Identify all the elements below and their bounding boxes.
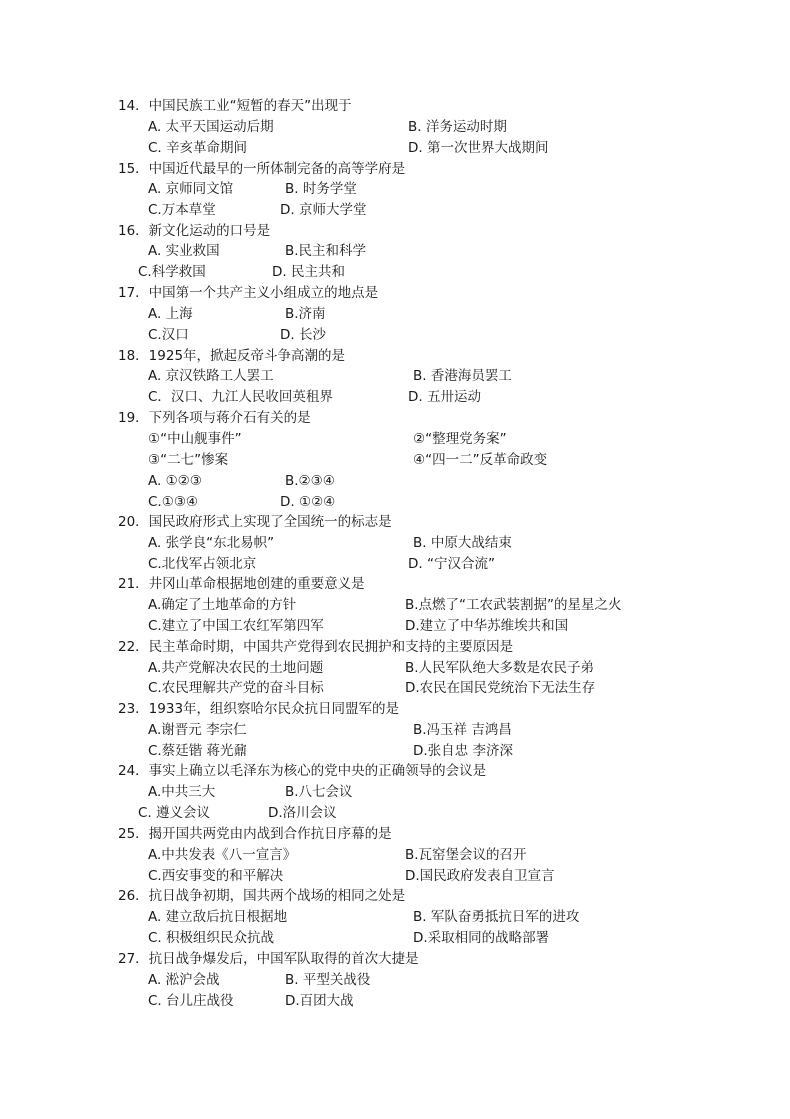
question-19 bbox=[0, 408, 790, 429]
option-d: D.采取相同的战略部署 bbox=[413, 930, 550, 946]
option-c: C.万本草堂 bbox=[148, 202, 216, 218]
option-d: D.洛川会议 bbox=[268, 805, 337, 821]
option-a: A.确定了土地革命的方针 bbox=[148, 597, 297, 613]
option-c: C.科学救国 bbox=[138, 264, 206, 280]
question-stem: 20．国民政府形式上实现了全国统一的标志是 bbox=[118, 514, 392, 530]
question-21 bbox=[0, 574, 790, 595]
question-24 bbox=[0, 761, 790, 782]
option-c: C. 辛亥革命期间 bbox=[148, 140, 248, 156]
option-a: A. ①②③ bbox=[148, 473, 202, 489]
option-b: B.②③④ bbox=[285, 473, 335, 489]
option-d: D.百团大战 bbox=[285, 993, 354, 1009]
question-stem: 24．事实上确立以毛泽东为核心的党中央的正确领导的会议是 bbox=[118, 763, 487, 779]
question-27 bbox=[0, 949, 790, 970]
option-b: B. 军队奋勇抵抗日军的进攻 bbox=[413, 909, 580, 925]
option-c: C.①③④ bbox=[148, 494, 199, 510]
option-d: D. 五卅运动 bbox=[408, 389, 481, 405]
option-d: D. 民主共和 bbox=[272, 264, 345, 280]
question-stem: 26．抗日战争初期，国共两个战场的相同之处是 bbox=[118, 888, 406, 904]
question-26 bbox=[0, 886, 790, 907]
option-d: D. “宁汉合流” bbox=[408, 556, 495, 572]
option-c: C. 台儿庄战役 bbox=[148, 993, 234, 1009]
option-d: D.农民在国民党统治下无法生存 bbox=[405, 680, 596, 696]
question-15 bbox=[0, 159, 790, 180]
option-d: D.张自忠 李济深 bbox=[413, 743, 513, 759]
option-c: C. 遵义会议 bbox=[138, 805, 211, 821]
option-d: D. 长沙 bbox=[280, 327, 326, 343]
option-b: B.济南 bbox=[285, 306, 326, 322]
option-b: B. 香港海员罢工 bbox=[413, 368, 512, 384]
option-c: C. 积极组织民众抗战 bbox=[148, 930, 275, 946]
option-a: A. 京汉铁路工人罢工 bbox=[148, 368, 274, 384]
statement-1: ①“中山舰事件” bbox=[148, 431, 242, 447]
question-stem: 22．民主革命时期，中国共产党得到农民拥护和支持的主要原因是 bbox=[118, 639, 514, 655]
option-c: C.汉口 bbox=[148, 327, 189, 343]
option-b: B.八七会议 bbox=[285, 784, 353, 800]
question-stem: 25．揭开国共两党由内战到合作抗日序幕的是 bbox=[118, 826, 392, 842]
statement-2: ②“整理党务案” bbox=[413, 431, 507, 447]
option-b: B.瓦窑堡会议的召开 bbox=[405, 847, 527, 863]
option-d: D.建立了中华苏维埃共和国 bbox=[405, 618, 569, 634]
question-stem: 16．新文化运动的口号是 bbox=[118, 223, 271, 239]
option-c: C．汉口、九江人民收回英租界 bbox=[148, 389, 333, 405]
option-b: B.民主和科学 bbox=[285, 243, 367, 259]
question-stem: 17．中国第一个共产主义小组成立的地点是 bbox=[118, 285, 379, 301]
question-23 bbox=[0, 699, 790, 720]
option-b: B.冯玉祥 吉鸿昌 bbox=[413, 722, 512, 738]
option-a: A. 京师同文馆 bbox=[148, 181, 234, 197]
option-a: A. 上海 bbox=[148, 306, 193, 322]
option-a: A.中共发表《八一宣言》 bbox=[148, 847, 297, 863]
question-stem: 27．抗日战争爆发后，中国军队取得的首次大捷是 bbox=[118, 951, 419, 967]
question-stem: 21．井冈山革命根据地创建的重要意义是 bbox=[118, 576, 365, 592]
option-b: B. 平型关战役 bbox=[285, 972, 371, 988]
option-a: A. 实业救国 bbox=[148, 243, 220, 259]
option-d: D. 京师大学堂 bbox=[280, 202, 367, 218]
option-c: C.蔡廷锴 蒋光鼐 bbox=[148, 743, 248, 759]
question-stem: 15．中国近代最早的一所体制完备的高等学府是 bbox=[118, 161, 406, 177]
question-stem: 18．1925年，掀起反帝斗争高潮的是 bbox=[118, 348, 346, 364]
option-a: A. 太平天国运动后期 bbox=[148, 119, 274, 135]
option-c: C.西安事变的和平解决 bbox=[148, 868, 284, 884]
option-a: A.中共三大 bbox=[148, 784, 216, 800]
question-20 bbox=[0, 512, 790, 533]
question-stem: 19．下列各项与蒋介石有关的是 bbox=[118, 410, 311, 426]
option-b: B. 洋务运动时期 bbox=[408, 119, 507, 135]
statement-4: ④“四一二”反革命政变 bbox=[413, 452, 548, 468]
question-stem: 14．中国民族工业“短暂的春天”出现于 bbox=[118, 98, 352, 114]
option-c: C.建立了中国工农红军第四军 bbox=[148, 618, 324, 634]
option-b: B.人民军队绝大多数是农民子弟 bbox=[405, 660, 595, 676]
option-a: A. 张学良“东北易帜” bbox=[148, 535, 275, 551]
question-18 bbox=[0, 346, 790, 367]
option-b: B. 中原大战结束 bbox=[413, 535, 512, 551]
option-b: B. 时务学堂 bbox=[285, 181, 357, 197]
question-25 bbox=[0, 824, 790, 845]
question-14 bbox=[0, 96, 790, 117]
option-a: A.共产党解决农民的土地问题 bbox=[148, 660, 324, 676]
option-a: A.谢晋元 李宗仁 bbox=[148, 722, 247, 738]
option-d: D.国民政府发表自卫宣言 bbox=[405, 868, 555, 884]
question-22 bbox=[0, 637, 790, 658]
option-b: B.点燃了“工农武装割据”的星星之火 bbox=[405, 597, 622, 613]
question-stem: 23．1933年，组织察哈尔民众抗日同盟军的是 bbox=[118, 701, 400, 717]
option-a: A. 建立敌后抗日根据地 bbox=[148, 909, 288, 925]
question-17 bbox=[0, 283, 790, 304]
question-16 bbox=[0, 221, 790, 242]
option-d: D. ①②④ bbox=[280, 494, 336, 510]
statement-3: ③“二七”惨案 bbox=[148, 452, 229, 468]
option-d: D. 第一次世界大战期间 bbox=[408, 140, 549, 156]
option-c: C.北伐军占领北京 bbox=[148, 556, 257, 572]
option-a: A. 淞沪会战 bbox=[148, 972, 220, 988]
option-c: C.农民理解共产党的奋斗目标 bbox=[148, 680, 324, 696]
